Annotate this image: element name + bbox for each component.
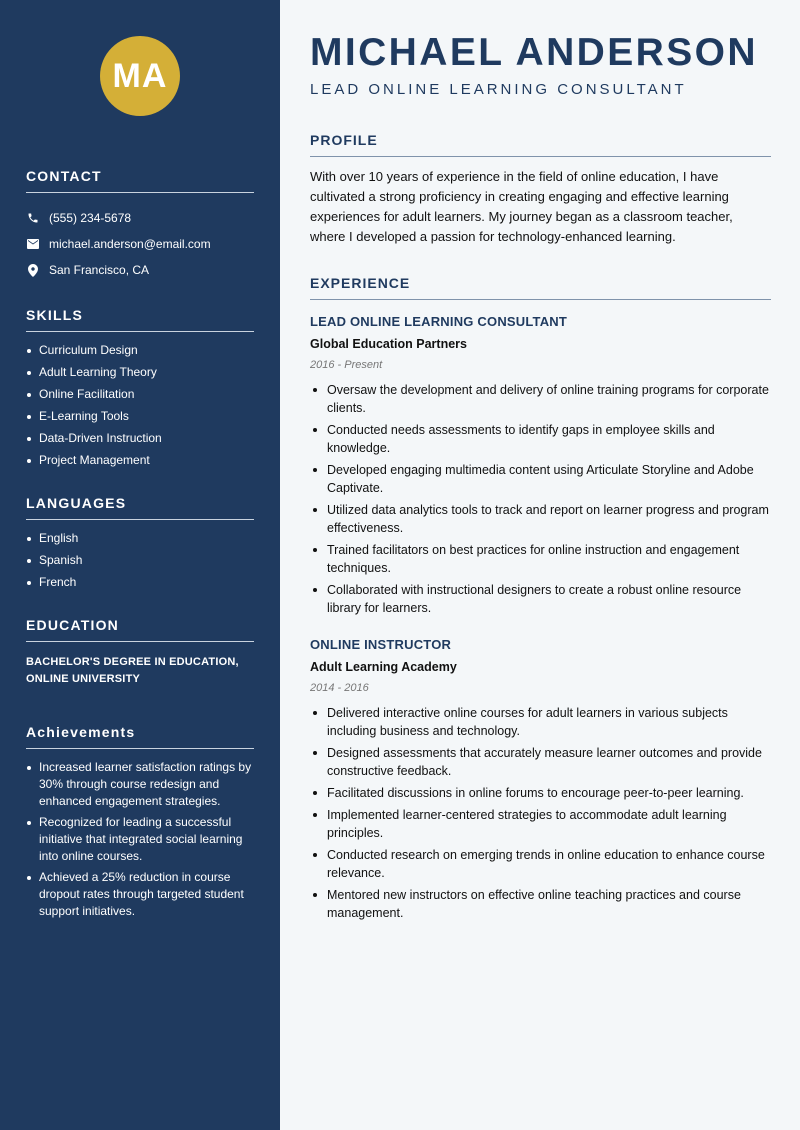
- main-content: [280, 0, 800, 1130]
- job-bullet: Conducted research on emerging trends in online education to enhance course relevance.: [310, 846, 771, 882]
- job-company: Adult Learning Academy: [310, 660, 457, 674]
- job-bullet: Mentored new instructors on effective online teaching practices and course management.: [310, 886, 771, 922]
- skills-list: [26, 342, 254, 469]
- initials-avatar: MA: [100, 36, 180, 116]
- skill-item: Online Facilitation: [26, 386, 254, 403]
- contact-phone: [26, 205, 254, 231]
- skill-item: Project Management: [26, 452, 254, 469]
- sidebar: [0, 0, 280, 1130]
- phone-icon: [26, 212, 39, 225]
- job-bullets: [310, 704, 771, 922]
- job-bullet: Developed engaging multimedia content using Articulate Storyline and Adobe Captivate.: [310, 461, 771, 497]
- contact-list: [26, 205, 254, 283]
- language-item: Spanish: [26, 552, 254, 569]
- job-bullet: Trained facilitators on best practices for online instruction and engagement techniques.: [310, 541, 771, 577]
- location-text: San Francisco, CA: [49, 263, 150, 277]
- achievement-item: Increased learner satisfaction ratings by 30% through course redesign and enhanced engagement strategies.: [26, 759, 254, 810]
- contact-email: [26, 231, 254, 257]
- job-company: Global Education Partners: [310, 337, 467, 351]
- job-bullets: [310, 381, 771, 617]
- email-text: michael.anderson@email.com: [49, 237, 211, 251]
- profile-section: [310, 132, 771, 247]
- skills-section: [26, 307, 254, 469]
- contact-section: [26, 168, 254, 283]
- achievements-section: [26, 724, 254, 920]
- experience-section: [310, 275, 771, 922]
- languages-list: [26, 530, 254, 591]
- language-item: English: [26, 530, 254, 547]
- phone-text: (555) 234-5678: [49, 211, 132, 225]
- job-bullet: Designed assessments that accurately measure learner outcomes and provide constructive feedback.: [310, 744, 771, 780]
- skill-item: E-Learning Tools: [26, 408, 254, 425]
- job-bullet: Oversaw the development and delivery of online training programs for corporate clients.: [310, 381, 771, 417]
- language-item: French: [26, 574, 254, 591]
- skill-item: Curriculum Design: [26, 342, 254, 359]
- contact-location: [26, 257, 254, 283]
- candidate-name: MICHAEL ANDERSON: [310, 31, 758, 74]
- languages-section: [26, 495, 254, 591]
- achievement-item: Recognized for leading a successful initiative that integrated social learning into online courses.: [26, 814, 254, 865]
- job-bullet: Delivered interactive online courses for adult learners in various subjects including business and technology.: [310, 704, 771, 740]
- job-bullet: Collaborated with instructional designers to create a robust online resource library for learners.: [310, 581, 771, 617]
- job-title: LEAD ONLINE LEARNING CONSULTANT: [310, 314, 568, 329]
- achievement-item: Achieved a 25% reduction in course dropout rates through targeted student support initiatives.: [26, 869, 254, 920]
- skill-item: Data-Driven Instruction: [26, 430, 254, 447]
- job-bullet: Implemented learner-centered strategies to accommodate adult learning principles.: [310, 806, 771, 842]
- mail-icon: [26, 238, 39, 251]
- education-degree: BACHELOR'S DEGREE IN EDUCATION, ONLINE UNIVERSITY: [26, 656, 239, 685]
- profile-heading: PROFILE: [310, 132, 771, 157]
- education-section: [26, 617, 254, 688]
- achievements-heading: Achievements: [26, 724, 254, 749]
- job-entry: [310, 314, 771, 617]
- skill-item: Adult Learning Theory: [26, 364, 254, 381]
- candidate-role: LEAD ONLINE LEARNING CONSULTANT: [310, 81, 687, 98]
- job-bullet: Conducted needs assessments to identify gaps in employee skills and knowledge.: [310, 421, 771, 457]
- contact-heading: CONTACT: [26, 168, 254, 193]
- job-bullet: Facilitated discussions in online forums to encourage peer-to-peer learning.: [310, 784, 771, 802]
- job-bullet: Utilized data analytics tools to track and report on learner progress and program effectiveness.: [310, 501, 771, 537]
- skills-heading: SKILLS: [26, 307, 254, 332]
- job-entry: [310, 637, 771, 922]
- job-dates: 2016 - Present: [310, 359, 383, 371]
- achievements-list: [26, 759, 254, 920]
- experience-heading: EXPERIENCE: [310, 275, 771, 300]
- job-dates: 2014 - 2016: [310, 682, 369, 694]
- languages-heading: LANGUAGES: [26, 495, 254, 520]
- job-title: ONLINE INSTRUCTOR: [310, 637, 452, 652]
- education-heading: EDUCATION: [26, 617, 254, 642]
- profile-text: With over 10 years of experience in the field of online education, I have cultivated a strong proficiency in creating engaging and effective learning experiences for adult learners. My journey began as a classroom teacher, where I developed a passion for technology-enhanced learning.: [310, 169, 733, 244]
- location-pin-icon: [26, 264, 39, 277]
